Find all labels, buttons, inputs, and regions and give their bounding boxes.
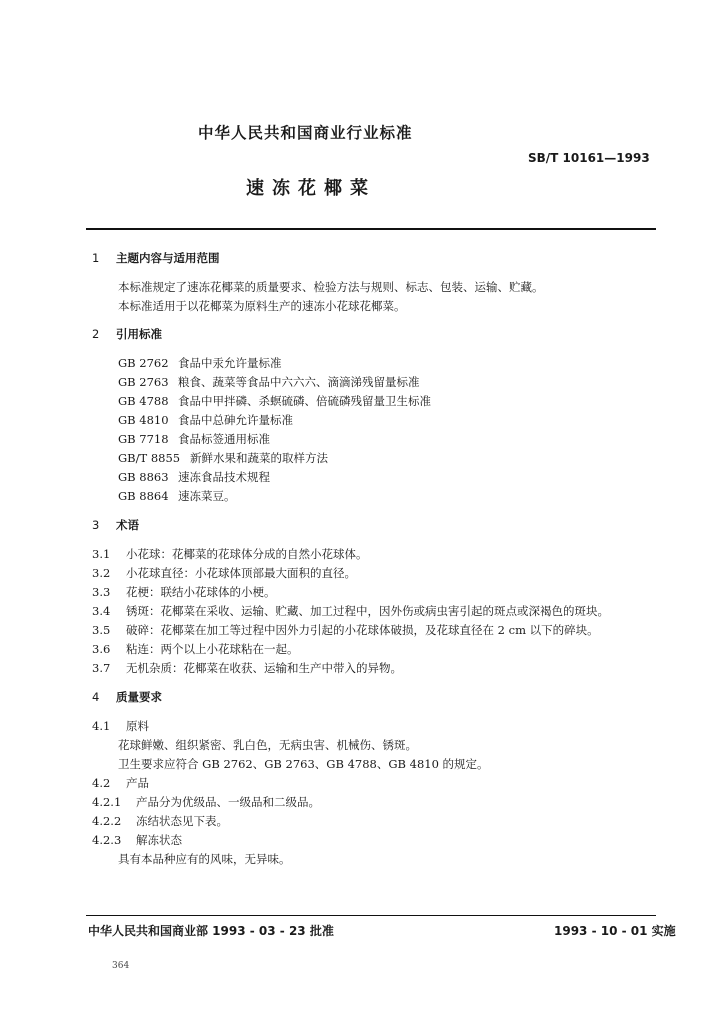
reference-row (118, 431, 270, 447)
section-2-heading (92, 326, 162, 342)
clause-title: 原料 (126, 719, 149, 733)
footer-divider (86, 915, 656, 916)
clause-4-2-3-heading (92, 832, 182, 848)
term-row (92, 641, 299, 657)
clause-number: 4.2.3 (92, 833, 122, 847)
section-title: 引用标准 (116, 327, 162, 341)
approval-statement: 中华人民共和国商业部 1993 - 03 - 23 批准 (88, 924, 334, 938)
page-number: 364 (112, 961, 130, 971)
term-text: 小花球：花椰菜的花球体分成的自然小花球体。 (126, 547, 368, 561)
section-number: 3 (92, 518, 100, 532)
reference-code: GB 2763 (118, 375, 169, 389)
clause-4-2-1 (92, 794, 320, 810)
reference-row (118, 374, 420, 390)
section-title: 术语 (116, 518, 139, 532)
section-1-paragraph-1: 本标准规定了速冻花椰菜的质量要求、检验方法与规则、标志、包装、运输、贮藏。 (118, 280, 544, 294)
clause-4-2-2 (92, 813, 228, 829)
term-row (92, 546, 368, 562)
term-row (92, 622, 599, 638)
term-number: 3.1 (92, 547, 111, 561)
clause-number: 4.2.2 (92, 814, 122, 828)
term-number: 3.3 (92, 585, 111, 599)
clause-number: 4.2.1 (92, 795, 122, 809)
header-divider (86, 228, 656, 230)
section-number: 2 (92, 327, 100, 341)
term-number: 3.2 (92, 566, 111, 580)
section-number: 4 (92, 690, 100, 704)
reference-name: 粮食、蔬菜等食品中六六六、滴滴涕残留量标准 (178, 375, 420, 389)
term-text: 无机杂质：花椰菜在收获、运输和生产中带入的异物。 (126, 661, 402, 675)
reference-row (118, 488, 236, 504)
reference-code: GB 7718 (118, 432, 169, 446)
clause-4-1-heading (92, 718, 149, 734)
reference-row (118, 355, 282, 371)
section-1-heading (92, 250, 220, 266)
term-number: 3.7 (92, 661, 111, 675)
term-text: 破碎：花椰菜在加工等过程中因外力引起的小花球体破损，及花球直径在 2 cm 以下的碎块。 (126, 623, 599, 637)
clause-number: 4.1 (92, 719, 111, 733)
term-text: 花梗：联结小花球体的小梗。 (126, 585, 276, 599)
clause-4-1-paragraph-1: 花球鲜嫩、组织紧密、乳白色，无病虫害、机械伤、锈斑。 (118, 738, 417, 752)
section-title: 质量要求 (116, 690, 162, 704)
clause-number: 4.2 (92, 776, 111, 790)
clause-title: 产品 (126, 776, 149, 790)
section-1-paragraph-2: 本标准适用于以花椰菜为原料生产的速冻小花球花椰菜。 (118, 299, 406, 313)
reference-code: GB 4810 (118, 413, 169, 427)
effective-date: 1993 - 10 - 01 实施 (554, 924, 676, 938)
term-text: 小花球直径：小花球体顶部最大面积的直径。 (126, 566, 356, 580)
reference-row (118, 450, 328, 466)
reference-code: GB 8863 (118, 470, 169, 484)
term-number: 3.5 (92, 623, 111, 637)
clause-4-1-paragraph-2: 卫生要求应符合 GB 2762、GB 2763、GB 4788、GB 4810 的规定。 (118, 757, 489, 771)
reference-name: 食品中甲拌磷、杀螟硫磷、倍硫磷残留量卫生标准 (178, 394, 431, 408)
reference-code: GB 4788 (118, 394, 169, 408)
term-row (92, 565, 356, 581)
reference-name: 新鲜水果和蔬菜的取样方法 (190, 451, 328, 465)
reference-row (118, 412, 293, 428)
reference-name: 食品中汞允许量标准 (178, 356, 282, 370)
document-title: 速冻花椰菜 (246, 178, 376, 199)
clause-text: 冻结状态见下表。 (136, 814, 228, 828)
section-4-heading (92, 689, 162, 705)
term-text: 粘连：两个以上小花球粘在一起。 (126, 642, 299, 656)
reference-code: GB/T 8855 (118, 451, 181, 465)
clause-4-2-3-paragraph: 具有本品种应有的风味，无异味。 (118, 852, 291, 866)
clause-text: 产品分为优级品、一级品和二级品。 (136, 795, 320, 809)
reference-row (118, 469, 270, 485)
reference-name: 速冻食品技术规程 (178, 470, 270, 484)
reference-code: GB 2762 (118, 356, 169, 370)
clause-title: 解冻状态 (136, 833, 182, 847)
term-row (92, 584, 276, 600)
term-row (92, 603, 609, 619)
section-3-heading (92, 517, 139, 533)
reference-name: 食品标签通用标准 (178, 432, 270, 446)
standard-number: SB/T 10161—1993 (528, 151, 650, 165)
section-title: 主题内容与适用范围 (116, 251, 220, 265)
clause-4-2-heading (92, 775, 149, 791)
section-number: 1 (92, 251, 100, 265)
reference-name: 食品中总砷允许量标准 (178, 413, 293, 427)
term-row (92, 660, 402, 676)
reference-name: 速冻菜豆。 (178, 489, 236, 503)
reference-row (118, 393, 431, 409)
reference-code: GB 8864 (118, 489, 169, 503)
standard-category-title: 中华人民共和国商业行业标准 (198, 124, 413, 142)
term-number: 3.4 (92, 604, 111, 618)
term-number: 3.6 (92, 642, 111, 656)
term-text: 锈斑：花椰菜在采收、运输、贮藏、加工过程中，因外伤或病虫害引起的斑点或深褐色的斑块。 (126, 604, 609, 618)
